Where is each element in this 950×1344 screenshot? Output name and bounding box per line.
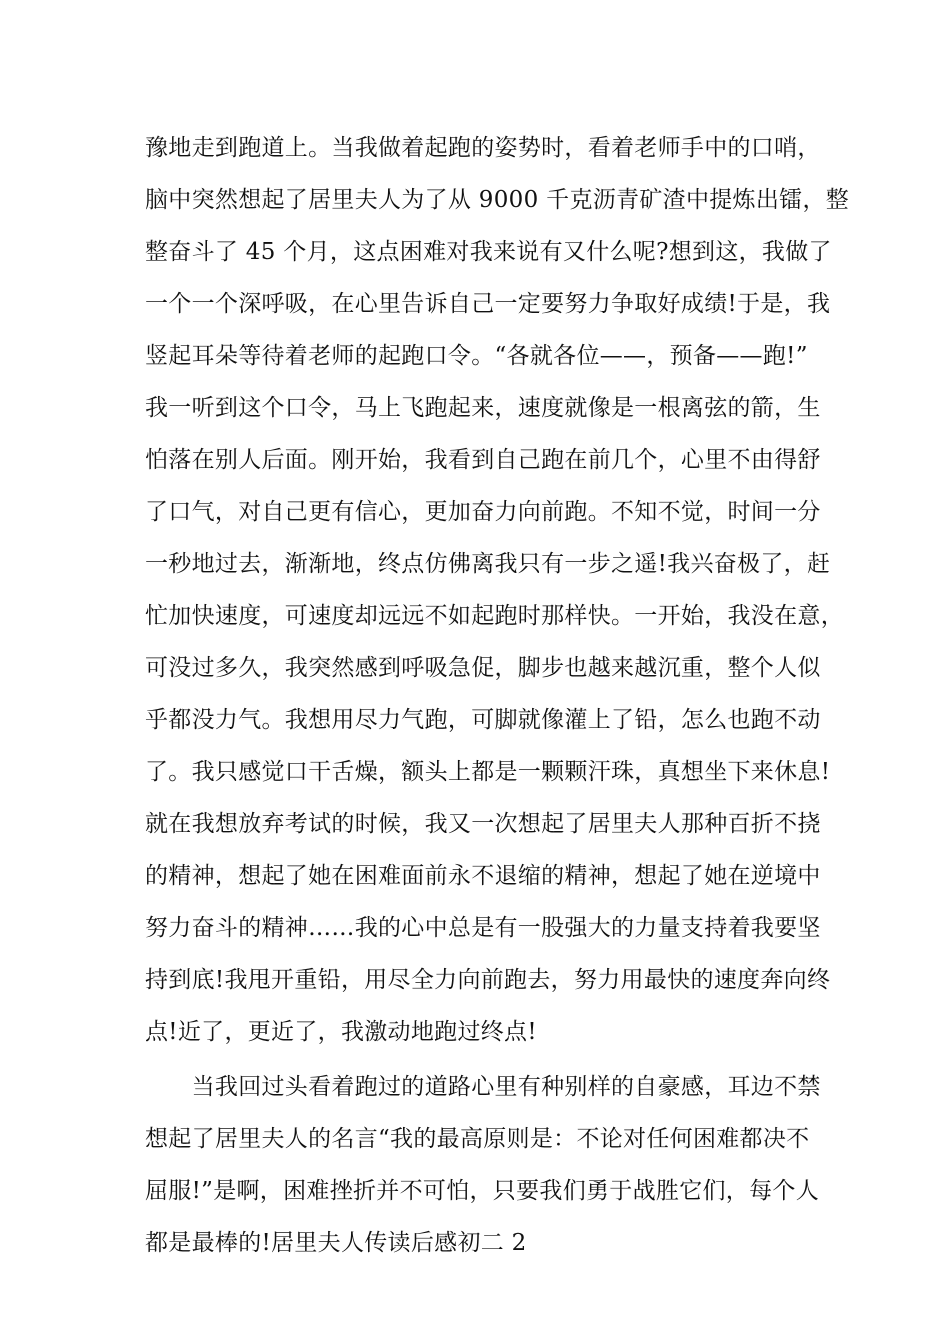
text-line: 一秒地过去，渐渐地，终点仿佛离我只有一步之遥!我兴奋极了，赶	[145, 551, 831, 577]
text-line: 的精神，想起了她在困难面前永不退缩的精神，想起了她在逆境中	[145, 863, 821, 889]
text-line: 都是最棒的!居里夫人传读后感初二 2	[145, 1230, 527, 1256]
text-line: 点!近了，更近了，我激动地跑过终点!	[145, 1019, 537, 1045]
text-line: 持到底!我甩开重铅，用尽全力向前跑去，努力用最快的速度奔向终	[145, 967, 831, 993]
text-line: 竖起耳朵等待着老师的起跑口令。“各就各位——，预备——跑!”	[145, 343, 808, 369]
text-line: 一个一个深呼吸，在心里告诉自己一定要努力争取好成绩!于是，我	[145, 291, 831, 317]
text-line: 可没过多久，我突然感到呼吸急促，脚步也越来越沉重，整个人似	[145, 655, 821, 681]
text-line: 整奋斗了 45 个月，这点困难对我来说有又什么呢?想到这，我做了	[145, 239, 832, 265]
text-line: 脑中突然想起了居里夫人为了从 9000 千克沥青矿渣中提炼出镭，整	[145, 187, 850, 213]
text-line: 乎都没力气。我想用尽力气跑，可脚就像灌上了铅，怎么也跑不动	[145, 707, 821, 733]
text-line: 当我回过头看着跑过的道路心里有种别样的自豪感，耳边不禁	[145, 1074, 821, 1100]
text-line: 忙加快速度，可速度却远远不如起跑时那样快。一开始，我没在意，	[145, 603, 844, 629]
text-line: 努力奋斗的精神……我的心中总是有一股强大的力量支持着我要坚	[145, 915, 821, 941]
text-line: 就在我想放弃考试的时候，我又一次想起了居里夫人那种百折不挠	[145, 811, 821, 837]
text-line: 想起了居里夫人的名言“我的最高原则是：不论对任何困难都决不	[145, 1126, 810, 1152]
text-line: 了口气，对自己更有信心，更加奋力向前跑。不知不觉，时间一分	[145, 499, 821, 525]
text-line: 我一听到这个口令，马上飞跑起来，速度就像是一根离弦的箭，生	[145, 395, 821, 421]
text-line: 了。我只感觉口干舌燥，额头上都是一颗颗汗珠，真想坐下来休息!	[145, 759, 831, 785]
text-line: 豫地走到跑道上。当我做着起跑的姿势时，看着老师手中的口哨，	[145, 135, 821, 161]
text-line: 怕落在别人后面。刚开始，我看到自己跑在前几个，心里不由得舒	[145, 447, 821, 473]
text-line: 屈服!”是啊，困难挫折并不可怕，只要我们勇于战胜它们，每个人	[145, 1178, 820, 1204]
